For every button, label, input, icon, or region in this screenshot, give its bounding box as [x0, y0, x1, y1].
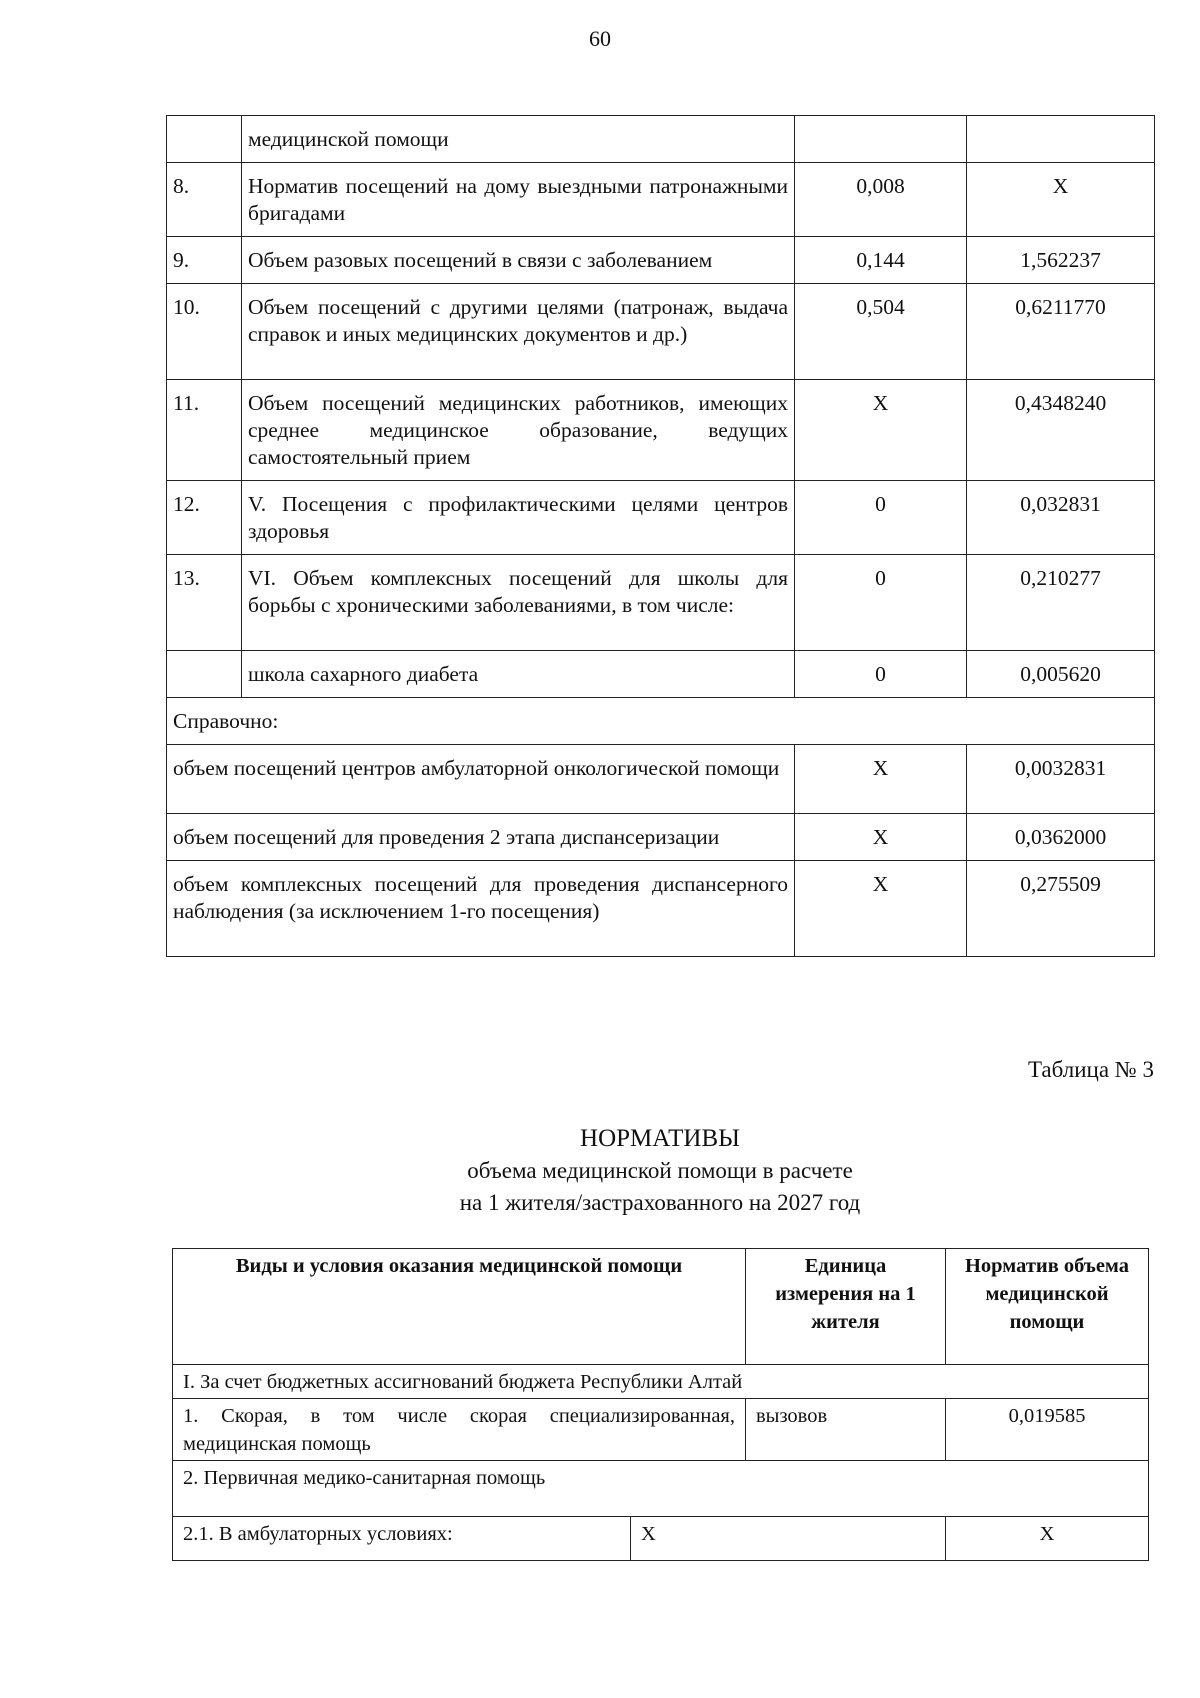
reference-row — [167, 745, 1155, 814]
reference-value-2: 0,0032831 — [967, 745, 1155, 814]
row-value-2: 0,032831 — [967, 481, 1155, 555]
table-row — [167, 116, 1155, 163]
table-row — [173, 1461, 1149, 1517]
reference-name: объем посещений для проведения 2 этапа диспансеризации — [167, 814, 795, 861]
norms-table-continuation — [166, 115, 1155, 957]
row-number: 8. — [167, 163, 242, 237]
table-row — [167, 555, 1155, 651]
document-heading: НОРМАТИВЫ — [580, 1125, 740, 1152]
section-row — [173, 1365, 1149, 1399]
reference-value-1: Х — [795, 814, 967, 861]
table-row — [167, 163, 1155, 237]
row-name: 2.1. В амбулаторных условиях: — [173, 1517, 631, 1561]
table-row — [167, 380, 1155, 481]
row-number — [167, 116, 242, 163]
row-value: Х — [946, 1517, 1149, 1561]
table-row — [167, 481, 1155, 555]
table-row — [173, 1517, 1149, 1561]
header-norm: Норматив объема медицинской помощи — [946, 1249, 1149, 1365]
row-value-2: 0,6211770 — [967, 284, 1155, 380]
table-row — [167, 284, 1155, 380]
row-value-1: 0,504 — [795, 284, 967, 380]
reference-value-2: 0,275509 — [967, 861, 1155, 957]
row-value-1: 0 — [795, 555, 967, 651]
header-types: Виды и условия оказания медицинской помощи — [173, 1249, 746, 1365]
row-value-2: Х — [967, 163, 1155, 237]
norms-table-2027 — [172, 1248, 1149, 1561]
row-value-2: 0,005620 — [967, 651, 1155, 698]
reference-name: объем посещений центров амбулаторной онкологической помощи — [167, 745, 795, 814]
table-row — [167, 237, 1155, 284]
row-value-1: 0,008 — [795, 163, 967, 237]
row-number: 9. — [167, 237, 242, 284]
row-name: Объем разовых посещений в связи с заболеванием — [242, 237, 795, 284]
row-name: VI. Объем комплексных посещений для школы для борьбы с хроническими заболеваниями, в том числе: — [242, 555, 795, 651]
row-name: школа сахарного диабета — [242, 651, 795, 698]
row-name: V. Посещения с профилактическими целями центров здоровья — [242, 481, 795, 555]
row-value: 0,019585 — [946, 1399, 1149, 1461]
row-value-1: Х — [795, 380, 967, 481]
section-title: I. За счет бюджетных ассигнований бюджета Республики Алтай — [173, 1365, 1149, 1399]
row-name: 2. Первичная медико-санитарная помощь — [173, 1461, 1149, 1517]
row-number: 11. — [167, 380, 242, 481]
reference-label: Справочно: — [167, 698, 1155, 745]
row-value-2 — [967, 116, 1155, 163]
row-value-1: 0,144 — [795, 237, 967, 284]
page-number: 60 — [589, 26, 611, 51]
row-value-1: 0 — [795, 651, 967, 698]
row-number: 12. — [167, 481, 242, 555]
table-caption: Таблица № 3 — [1027, 1057, 1154, 1082]
row-number: 13. — [167, 555, 242, 651]
row-name: Норматив посещений на дому выездными патронажными бригадами — [242, 163, 795, 237]
row-name: 1. Скорая, в том числе скорая специализированная, медицинская помощь — [173, 1399, 746, 1461]
row-unit: Х — [631, 1517, 946, 1561]
reference-value-1: Х — [795, 861, 967, 957]
document-subheading: на 1 жителя/застрахованного на 2027 год — [459, 1190, 861, 1215]
table-row — [173, 1399, 1149, 1461]
row-value-1: 0 — [795, 481, 967, 555]
reference-value-2: 0,0362000 — [967, 814, 1155, 861]
reference-name: объем комплексных посещений для проведения диспансерного наблюдения (за исключением 1-го посещения) — [167, 861, 795, 957]
row-number: 10. — [167, 284, 242, 380]
row-value-2: 0,210277 — [967, 555, 1155, 651]
reference-label-row — [167, 698, 1155, 745]
row-unit: вызовов — [746, 1399, 946, 1461]
row-name: медицинской помощи — [242, 116, 795, 163]
row-value-2: 0,4348240 — [967, 380, 1155, 481]
table-row — [167, 651, 1155, 698]
document-subheading: объема медицинской помощи в расчете — [467, 1158, 853, 1183]
reference-value-1: Х — [795, 745, 967, 814]
table-header-row — [173, 1249, 1149, 1365]
row-value-2: 1,562237 — [967, 237, 1155, 284]
row-value-1 — [795, 116, 967, 163]
row-name: Объем посещений медицинских работников, имеющих среднее медицинское образование, ведущих самостоятельный прием — [242, 380, 795, 481]
reference-row — [167, 814, 1155, 861]
row-number — [167, 651, 242, 698]
row-name: Объем посещений с другими целями (патронаж, выдача справок и иных медицинских документов и др.) — [242, 284, 795, 380]
header-unit: Единица измерения на 1 жителя — [746, 1249, 946, 1365]
reference-row — [167, 861, 1155, 957]
